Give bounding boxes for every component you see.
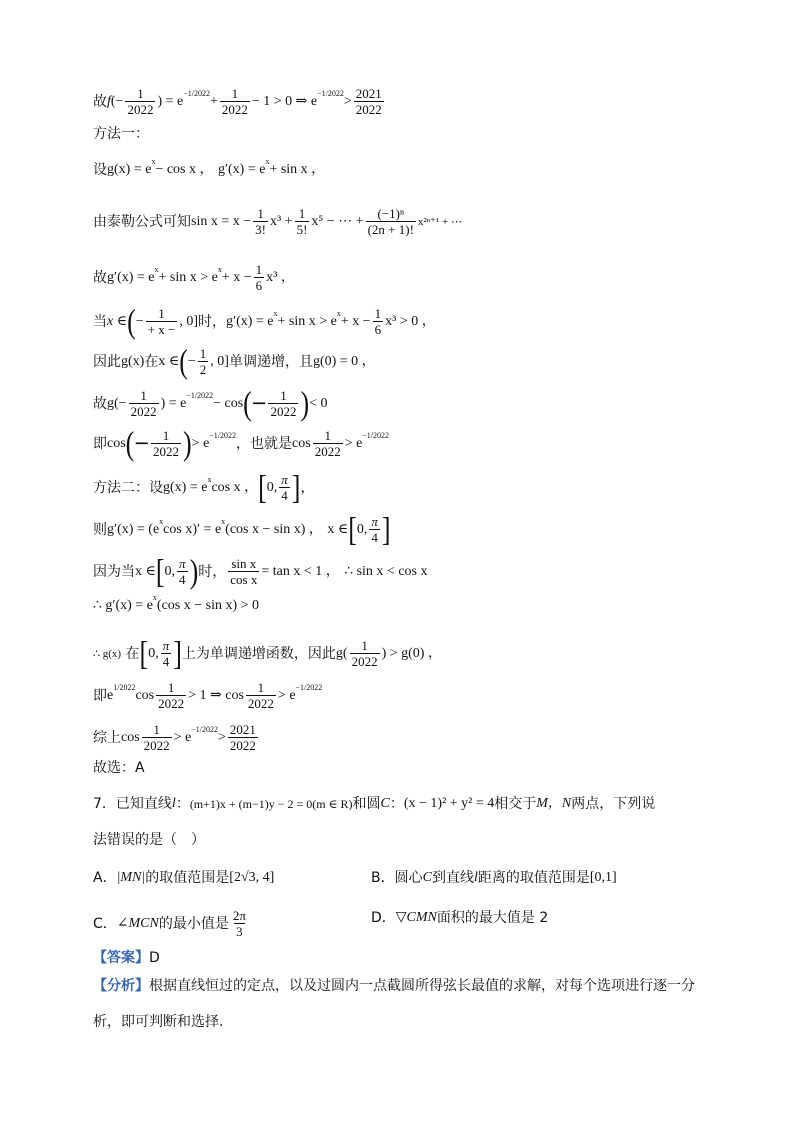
bracket: [ <box>139 634 149 672</box>
numerator: 1 <box>374 306 382 321</box>
solution-line-6 <box>93 302 436 340</box>
math: + sin x > e <box>277 313 337 329</box>
numerator: 1 <box>324 428 331 443</box>
text: 故选：A <box>93 760 145 776</box>
text: 在 <box>125 645 140 662</box>
exponent: −1/2022 <box>191 724 219 734</box>
numerator: 2021 <box>355 86 382 101</box>
numerator: 1 <box>298 206 306 221</box>
fraction <box>231 908 248 939</box>
numerator: 1 <box>158 306 165 321</box>
math: (x − 1)² + y² = 4 <box>403 796 495 811</box>
denominator: 2022 <box>158 696 185 711</box>
fraction <box>177 556 188 587</box>
bracket: [ <box>258 468 267 506</box>
math: > e <box>277 687 296 703</box>
text: ： <box>389 796 404 812</box>
bracket: (− <box>125 424 149 462</box>
text: 的最小值是 <box>158 915 229 932</box>
math: x³ + <box>269 213 293 229</box>
fraction <box>254 262 265 293</box>
numerator: (−1)ⁿ <box>377 206 405 221</box>
math: f <box>107 93 111 109</box>
text: 故 <box>93 395 107 412</box>
math: ∴ sin x < cos x <box>344 563 428 579</box>
bracket: ( <box>179 342 188 380</box>
fraction <box>369 514 380 545</box>
fraction <box>253 206 268 237</box>
solution-line-15 <box>93 680 322 711</box>
solution-line-4 <box>93 206 462 237</box>
numerator: 1 <box>199 346 207 361</box>
answer-line <box>93 948 160 968</box>
fraction <box>366 206 416 237</box>
exponent: x <box>217 264 222 274</box>
text: 时， <box>198 313 226 330</box>
denominator: 6 <box>374 322 382 337</box>
option-label: C． <box>93 915 117 932</box>
math: + x − <box>340 313 371 329</box>
math: + x − <box>221 269 252 285</box>
text: 故 <box>93 93 107 110</box>
exponent: −1/2022 <box>209 430 237 440</box>
solution-line-3 <box>93 157 326 180</box>
denominator: 5! <box>296 222 308 237</box>
exponent: x <box>336 308 341 318</box>
denominator: 4 <box>281 488 288 503</box>
math: (m+1)x + (m−1)y − 2 = 0(m ∈ R) <box>189 797 353 811</box>
math: − cos x ， <box>155 162 214 177</box>
numerator: 1 <box>361 638 368 653</box>
math: x ∈ <box>135 563 156 579</box>
text: 因此 <box>93 353 121 370</box>
text: 设 <box>93 162 107 178</box>
exponent: 1/2022 <box>113 682 136 692</box>
math: x⁵ − ⋯ + <box>311 213 364 229</box>
math: g(0) = 0 ， <box>312 353 376 369</box>
fraction <box>354 86 384 117</box>
solution-line-16 <box>93 722 260 753</box>
text: 当 <box>93 313 107 330</box>
denominator: 2022 <box>127 102 154 117</box>
math: g(− <box>107 395 127 411</box>
math: x²ⁿ⁺¹ + ⋯ <box>417 215 462 228</box>
text: 方法二：设 <box>93 479 163 496</box>
denominator: 2022 <box>153 444 179 459</box>
math: ∴ g(x) <box>93 647 122 660</box>
text: 因为当 <box>93 563 135 580</box>
option-label: A． <box>93 870 117 886</box>
question-7-line-2 <box>93 830 205 850</box>
method-one-heading <box>93 124 149 144</box>
math: − 1 > 0 ⇒ e <box>251 93 318 109</box>
math: C <box>380 796 390 811</box>
exponent: x <box>154 264 159 274</box>
denominator: 2022 <box>314 444 341 459</box>
math: [2√3, 4] <box>229 870 275 885</box>
fraction <box>156 680 186 711</box>
option-c <box>93 908 250 939</box>
text: 即 <box>93 435 107 452</box>
text: 法错误的是（ ） <box>93 832 205 848</box>
math: x ∈ <box>107 313 128 329</box>
option-a <box>93 868 274 888</box>
math: e <box>107 687 114 703</box>
text: 的取值范围是 <box>145 870 230 886</box>
bracket: ) <box>300 384 310 422</box>
math: cos x ， <box>211 479 259 495</box>
answer-tag: 【答案】 <box>93 950 149 966</box>
math: (cos x − sin x) ， <box>225 521 323 537</box>
numerator: π <box>179 556 186 571</box>
text: 面积的最大值是 2 <box>436 910 549 926</box>
solution-line-13 <box>93 593 260 616</box>
numerator: 1 <box>231 86 239 101</box>
option-label: B．圆心 <box>371 870 423 886</box>
math: g′(x) = (e <box>107 521 160 537</box>
fraction <box>373 306 384 337</box>
text: 两点，下列说 <box>571 796 656 812</box>
numerator: 1 <box>255 262 263 277</box>
fraction <box>125 86 155 117</box>
math: − <box>187 353 196 369</box>
numerator: 2021 <box>229 722 256 737</box>
fraction <box>295 206 310 237</box>
numerator: π <box>281 472 288 487</box>
analysis-tag: 【分析】 <box>93 978 149 994</box>
analysis-line-1 <box>93 976 695 996</box>
math: l <box>473 870 478 885</box>
denominator: 2022 <box>143 738 170 753</box>
math: x ∈ <box>158 353 180 369</box>
math: |MN| <box>116 870 146 885</box>
exponent: x <box>273 308 278 318</box>
text: 故 <box>93 269 107 286</box>
numerator: 1 <box>257 680 265 695</box>
math: x³ ， <box>266 269 295 285</box>
solution-line-1 <box>93 86 386 117</box>
fraction <box>129 388 159 419</box>
numerator: 1 <box>162 428 170 443</box>
numerator: sin x <box>231 556 257 571</box>
math: M，N <box>536 796 572 811</box>
exponent: −1/2022 <box>362 430 390 440</box>
text: 距离的取值范围是 <box>477 870 590 886</box>
denominator: 4 <box>371 530 378 545</box>
math: g′(x) = e <box>226 313 274 329</box>
math: (cos x − sin x) > 0 <box>156 598 260 613</box>
math: g′(x) = e <box>217 162 266 177</box>
fraction <box>198 346 209 377</box>
option-b <box>371 868 617 888</box>
math: cos <box>135 687 155 703</box>
math: cos x)′ = e <box>163 521 222 537</box>
math: 0, <box>266 479 278 495</box>
denominator: 2022 <box>270 404 297 419</box>
fraction <box>279 472 290 503</box>
math: (− <box>110 93 124 109</box>
math: < 0 <box>309 395 328 411</box>
text: 根据直线恒过的定点，以及过圆内一点截圆所得弦长最值的求解，对每个选项进行逐一分 <box>149 978 695 994</box>
exponent: −1/2022 <box>317 88 344 98</box>
answer-value: D <box>149 950 160 966</box>
exponent: −1/2022 <box>295 682 323 692</box>
fraction <box>228 556 259 587</box>
text: 7．已知直线 <box>93 796 172 812</box>
math: , 0] <box>210 353 229 369</box>
numerator: 1 <box>140 388 147 403</box>
text: 方法一： <box>93 126 149 142</box>
denominator: 4 <box>179 572 186 587</box>
numerator: 1 <box>167 680 175 695</box>
denominator: (2n + 1)! <box>367 222 414 237</box>
fraction <box>246 680 276 711</box>
math: > 1 ⇒ cos <box>188 687 244 703</box>
fraction <box>142 722 172 753</box>
question-7-line-1 <box>93 794 655 814</box>
denominator: 3! <box>255 222 266 237</box>
text: 综上 <box>93 729 121 746</box>
exponent: x <box>207 474 212 484</box>
math: − cos <box>213 395 244 411</box>
numerator: 1 <box>280 388 287 403</box>
fraction <box>313 428 343 459</box>
math: > e <box>173 729 192 745</box>
numerator: 1 <box>257 206 264 221</box>
method-two-line <box>93 468 315 506</box>
exponent: x <box>221 516 226 526</box>
math: ) > g(0) ， <box>381 645 442 661</box>
math: + sin x ， <box>269 162 326 177</box>
option-label: D． <box>371 910 396 926</box>
denominator: 2022 <box>229 738 256 753</box>
solution-line-12 <box>93 552 428 590</box>
fraction <box>161 638 172 669</box>
text: ， <box>300 479 315 496</box>
denominator: + x − <box>147 322 176 337</box>
analysis-line-2 <box>93 1012 223 1032</box>
math: 0, <box>356 521 368 537</box>
text: 相交于 <box>494 796 537 812</box>
math: g(x) = e <box>107 162 152 177</box>
denominator: 2022 <box>355 102 382 117</box>
numerator: 1 <box>137 86 144 101</box>
math: [0,1] <box>589 870 617 885</box>
bracket: ) <box>183 424 192 462</box>
denominator: 4 <box>162 654 170 669</box>
text: 时， <box>198 563 227 580</box>
math: g(x) <box>121 353 145 369</box>
fraction <box>268 388 298 419</box>
math: l <box>171 796 176 811</box>
fraction <box>350 638 380 669</box>
math: g′(x) = e <box>107 269 155 285</box>
bracket: ] <box>173 634 182 672</box>
denominator: 6 <box>255 278 263 293</box>
exponent: x <box>152 593 157 602</box>
choice-conclusion <box>93 758 145 778</box>
math: > e <box>191 435 210 451</box>
fraction <box>228 722 258 753</box>
denominator: 3 <box>236 924 243 939</box>
denominator: 2022 <box>130 404 157 419</box>
math: ∠MCN <box>116 915 159 931</box>
math: ∴ g′(x) = e <box>93 598 153 613</box>
text: 在 <box>144 353 159 370</box>
bracket: [ <box>348 510 357 548</box>
numerator: 1 <box>153 722 160 737</box>
solution-line-8 <box>93 384 328 422</box>
math: 0, <box>148 645 159 661</box>
fraction <box>151 428 181 459</box>
math: + <box>209 93 218 109</box>
bracket: (− <box>243 384 267 422</box>
math: x³ > 0 ， <box>385 313 436 329</box>
math: g(x) = e <box>163 479 208 495</box>
math: ) = e <box>157 93 184 109</box>
exponent: −1/2022 <box>186 390 214 400</box>
text: 析，即可判断和选择. <box>93 1014 224 1030</box>
math: + sin x > e <box>158 269 218 285</box>
math: > <box>343 93 352 109</box>
math: cos <box>292 435 311 451</box>
numerator: 2π <box>232 908 246 923</box>
math: sin x = x − <box>191 213 252 229</box>
solution-line-5 <box>93 262 295 293</box>
math: cos <box>121 729 140 745</box>
bracket: ( <box>127 302 136 340</box>
solution-line-14 <box>93 634 442 672</box>
exponent: x <box>151 157 156 166</box>
math: g( <box>335 645 348 661</box>
text: ： <box>175 796 190 812</box>
exponent: −1/2022 <box>183 88 210 98</box>
exponent: x <box>265 157 270 166</box>
denominator: 2022 <box>247 696 274 711</box>
math: − <box>135 313 144 329</box>
text: 即 <box>93 687 107 704</box>
exponent: x <box>159 516 164 526</box>
text: 由泰勒公式可知 <box>93 213 191 230</box>
math: = tan x < 1 ， <box>261 563 340 579</box>
math: x ∈ <box>327 521 349 537</box>
math: > <box>218 729 226 745</box>
numerator: π <box>371 514 378 529</box>
bracket: ] <box>291 468 301 506</box>
bracket: ] <box>381 510 391 548</box>
denominator: 2022 <box>221 102 248 117</box>
math: > e <box>344 435 363 451</box>
text: 和圆 <box>352 796 381 812</box>
bracket: ) <box>189 552 199 590</box>
numerator: π <box>162 638 170 653</box>
bracket: [ <box>155 552 165 590</box>
denominator: cos x <box>230 572 258 587</box>
fraction <box>220 86 250 117</box>
denominator: 2022 <box>351 654 378 669</box>
fraction <box>146 306 178 337</box>
math: 0, <box>164 563 176 579</box>
solution-line-7 <box>93 342 376 380</box>
denominator: 2 <box>199 362 207 377</box>
math: ▽CMN <box>395 910 437 925</box>
math: cos <box>107 435 126 451</box>
text: 到直线 <box>431 870 474 886</box>
math: , 0] <box>179 313 198 329</box>
text: 则 <box>93 521 107 538</box>
text: 单调递增，且 <box>228 353 313 370</box>
math: C <box>422 870 432 885</box>
text: 上为单调递增函数，因此 <box>181 645 336 662</box>
math: ) = e <box>160 395 187 411</box>
text: ，也就是 <box>236 435 293 452</box>
solution-line-9 <box>93 424 390 462</box>
option-d <box>371 908 548 928</box>
solution-line-11 <box>93 510 391 548</box>
